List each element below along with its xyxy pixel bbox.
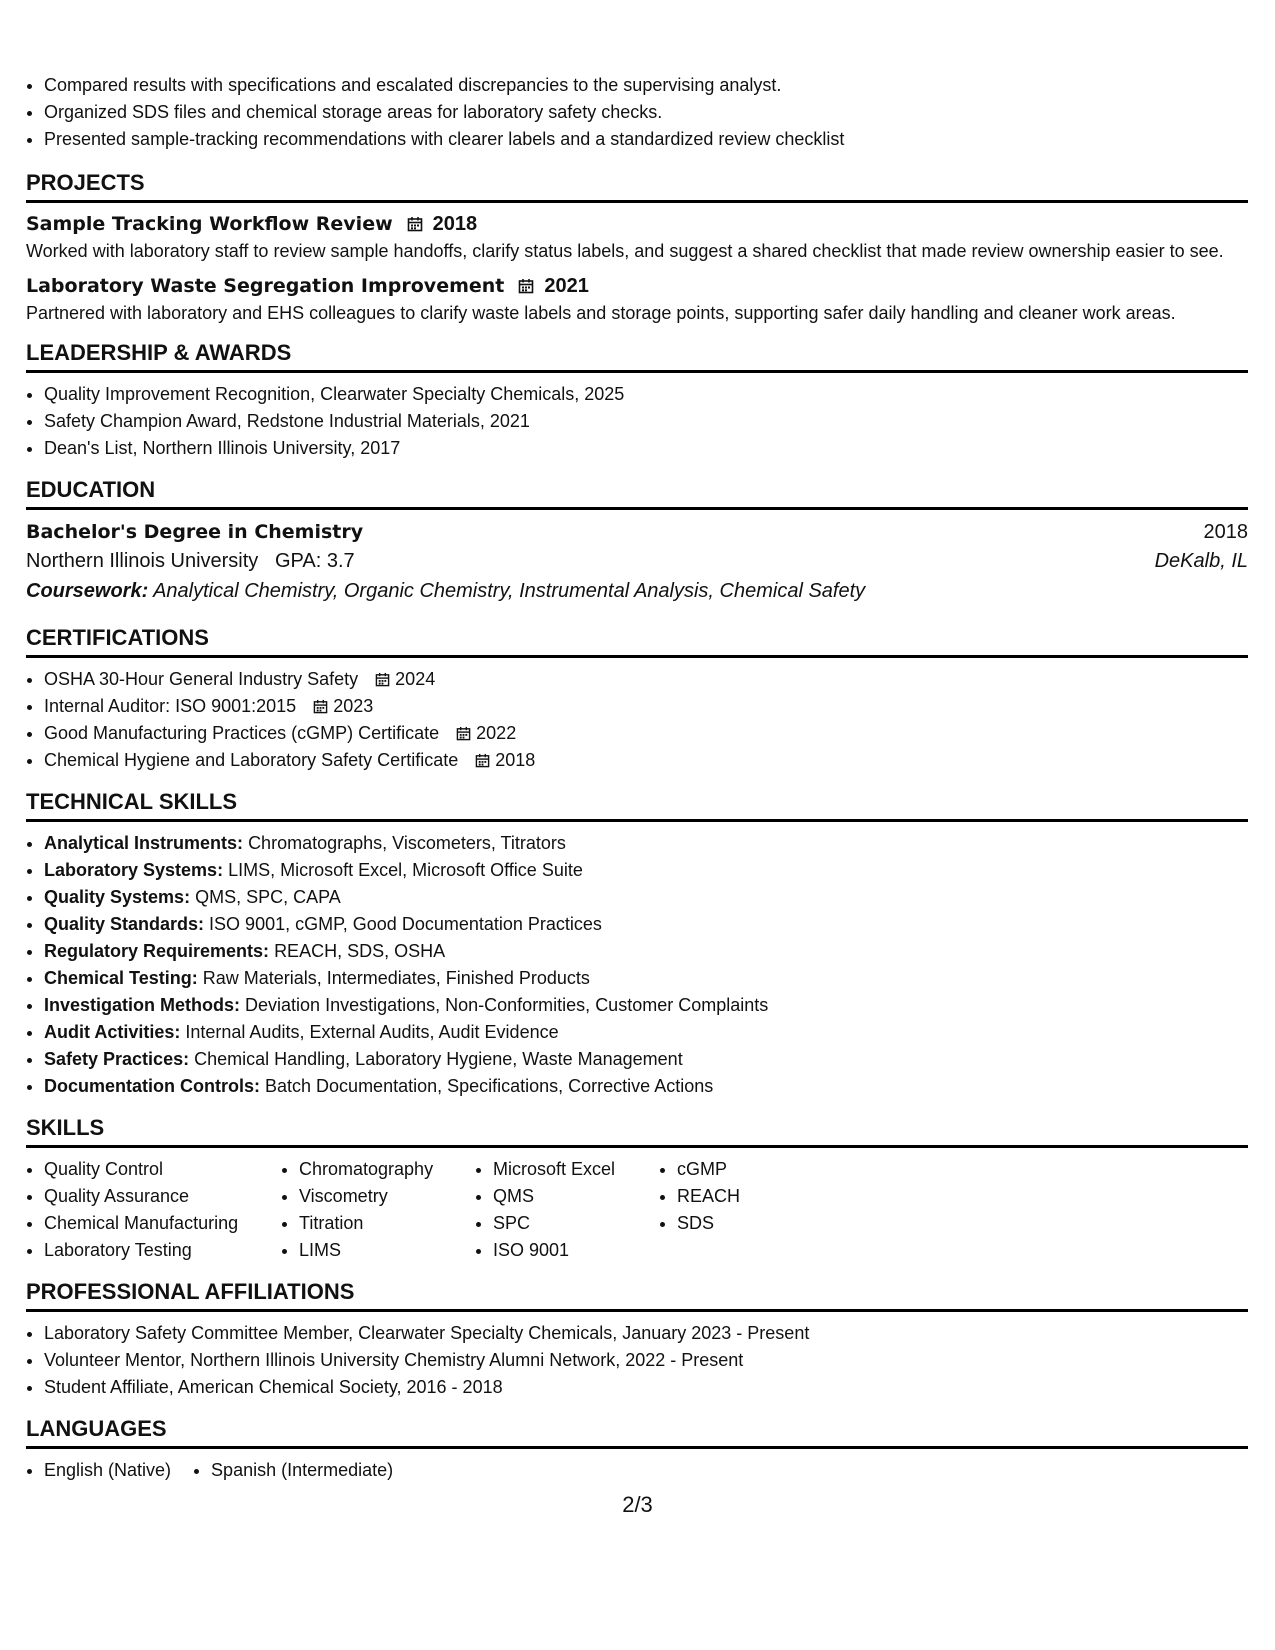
list-item: • Quality Improvement Recognition, Clearwater Specialty Chemicals, 2025 (44, 381, 1248, 408)
gpa: GPA: 3.7 (274, 550, 355, 572)
list-item: • Chemical Manufacturing (44, 1210, 281, 1237)
list-item (44, 1019, 1248, 1046)
skill-label: Regulatory Requirements: (44, 941, 270, 961)
skill-label: Analytical Instruments: (44, 833, 244, 853)
skill-value: LIMS, Microsoft Excel, Microsoft Office Suite (228, 860, 583, 880)
section-title: LEADERSHIP & AWARDS (26, 339, 1248, 373)
certification-year: 2018 (495, 750, 536, 770)
list-item (44, 857, 1248, 884)
list-item: • English (Native) (44, 1457, 171, 1484)
list-item (44, 965, 1248, 992)
calendar-icon (504, 273, 544, 299)
school-location: DeKalb, IL (1154, 550, 1248, 572)
list-item: • Chromatography (299, 1156, 475, 1183)
list-item: • Presented sample-tracking recommendations with clearer labels and a standardized review checklist (44, 126, 1248, 153)
resume-page (26, 72, 1248, 1484)
calendar-icon (375, 672, 390, 687)
skill-label: Laboratory Systems: (44, 860, 224, 880)
skill-label: Investigation Methods: (44, 995, 241, 1015)
list-item: • Organized SDS files and chemical storage areas for laboratory safety checks. (44, 99, 1248, 126)
skill-value: QMS, SPC, CAPA (195, 887, 341, 907)
degree-title: Bachelor's Degree in Chemistry (26, 521, 364, 543)
certification-name: OSHA 30-Hour General Industry Safety (44, 669, 359, 689)
list-item (44, 992, 1248, 1019)
project-description: Partnered with laboratory and EHS colleagues to clarify waste labels and storage points, supporting safer daily handling and cleaner work areas. (26, 303, 1176, 323)
skills-column (475, 1156, 659, 1264)
skill-label: Audit Activities: (44, 1022, 181, 1042)
skill-value: Batch Documentation, Specifications, Corrective Actions (265, 1076, 714, 1096)
technical-skills-section (26, 788, 1248, 1100)
skill-label: Chemical Testing: (44, 968, 198, 988)
calendar-icon (456, 726, 471, 741)
list-item (44, 938, 1248, 965)
list-item: • SDS (677, 1210, 837, 1237)
project-description: Worked with laboratory staff to review sample handoffs, clarify status labels, and suggest a shared checklist that made review ownership easier to see. (26, 241, 1224, 261)
calendar-icon (313, 699, 328, 714)
list-item (44, 666, 1248, 693)
section-title: CERTIFICATIONS (26, 624, 1248, 658)
languages-section (26, 1415, 1248, 1484)
skill-value: Chromatographs, Viscometers, Titrators (248, 833, 566, 853)
skill-label: Documentation Controls: (44, 1076, 260, 1096)
certification-name: Internal Auditor: ISO 9001:2015 (44, 696, 297, 716)
list-item: • Compared results with specifications and escalated discrepancies to the supervising analyst. (44, 72, 1248, 99)
skills-section (26, 1114, 1248, 1264)
list-item: • Microsoft Excel (493, 1156, 659, 1183)
certification-year: 2023 (333, 696, 374, 716)
list-item (44, 1073, 1248, 1100)
certification-year: 2024 (395, 669, 436, 689)
list-item: • LIMS (299, 1237, 475, 1264)
list-item (44, 693, 1248, 720)
list-item: • SPC (493, 1210, 659, 1237)
graduation-year: 2018 (1203, 521, 1248, 543)
list-item: • Titration (299, 1210, 475, 1237)
skills-column (659, 1156, 837, 1264)
coursework-label: Coursework: (26, 580, 149, 602)
list-item (44, 720, 1248, 747)
section-title: PROFESSIONAL AFFILIATIONS (26, 1278, 1248, 1312)
education-section (26, 476, 1248, 606)
project-entry (26, 273, 1248, 325)
skill-label: Safety Practices: (44, 1049, 190, 1069)
list-item: • Quality Assurance (44, 1183, 281, 1210)
list-item: • REACH (677, 1183, 837, 1210)
skill-label: Quality Systems: (44, 887, 191, 907)
certifications-section (26, 624, 1248, 774)
project-year: 2018 (432, 213, 478, 235)
skills-column (281, 1156, 475, 1264)
list-item: • QMS (493, 1183, 659, 1210)
skills-column (26, 1156, 281, 1264)
certification-name: Chemical Hygiene and Laboratory Safety Certificate (44, 750, 459, 770)
section-title: TECHNICAL SKILLS (26, 788, 1248, 822)
list-item (44, 830, 1248, 857)
list-item: • Quality Control (44, 1156, 281, 1183)
project-title: Laboratory Waste Segregation Improvement (26, 275, 505, 297)
list-item (44, 747, 1248, 774)
certification-name: Good Manufacturing Practices (cGMP) Certificate (44, 723, 440, 743)
certification-year: 2022 (476, 723, 517, 743)
list-item (44, 1046, 1248, 1073)
skill-value: ISO 9001, cGMP, Good Documentation Practices (209, 914, 602, 934)
skill-label: Quality Standards: (44, 914, 205, 934)
section-title: PROJECTS (26, 169, 1248, 203)
affiliations-section (26, 1278, 1248, 1401)
project-title: Sample Tracking Workflow Review (26, 213, 393, 235)
coursework-list: Analytical Chemistry, Organic Chemistry, Instrumental Analysis, Chemical Safety (153, 580, 866, 602)
list-item (44, 911, 1248, 938)
list-item: • Spanish (Intermediate) (211, 1457, 393, 1484)
list-item: • Safety Champion Award, Redstone Industrial Materials, 2021 (44, 408, 1248, 435)
calendar-icon (475, 753, 490, 768)
skill-value: REACH, SDS, OSHA (274, 941, 446, 961)
skill-value: Raw Materials, Intermediates, Finished Products (202, 968, 590, 988)
project-entry (26, 211, 1248, 263)
skill-value: Internal Audits, External Audits, Audit Evidence (185, 1022, 559, 1042)
project-year: 2021 (544, 275, 589, 297)
experience-bullets (26, 72, 1248, 153)
list-item: • Laboratory Testing (44, 1237, 281, 1264)
list-item: • Dean's List, Northern Illinois University, 2017 (44, 435, 1248, 462)
projects-section (26, 169, 1248, 325)
section-title: LANGUAGES (26, 1415, 1248, 1449)
coursework (26, 576, 1248, 606)
skill-value: Deviation Investigations, Non-Conformities, Customer Complaints (245, 995, 769, 1015)
list-item: • Viscometry (299, 1183, 475, 1210)
section-title: EDUCATION (26, 476, 1248, 510)
list-item: • Student Affiliate, American Chemical Society, 2016 - 2018 (44, 1374, 1248, 1401)
school-name: Northern Illinois University (26, 550, 259, 572)
section-title: SKILLS (26, 1114, 1248, 1148)
skill-value: Chemical Handling, Laboratory Hygiene, Waste Management (194, 1049, 683, 1069)
list-item: • ISO 9001 (493, 1237, 659, 1264)
leadership-section (26, 339, 1248, 462)
list-item: • Laboratory Safety Committee Member, Clearwater Specialty Chemicals, January 2023 - Present (44, 1320, 1248, 1347)
list-item (44, 884, 1248, 911)
list-item: • Volunteer Mentor, Northern Illinois University Chemistry Alumni Network, 2022 - Present (44, 1347, 1248, 1374)
page-number: 2/3 (622, 1492, 653, 1517)
list-item: • cGMP (677, 1156, 837, 1183)
calendar-icon (393, 211, 433, 237)
